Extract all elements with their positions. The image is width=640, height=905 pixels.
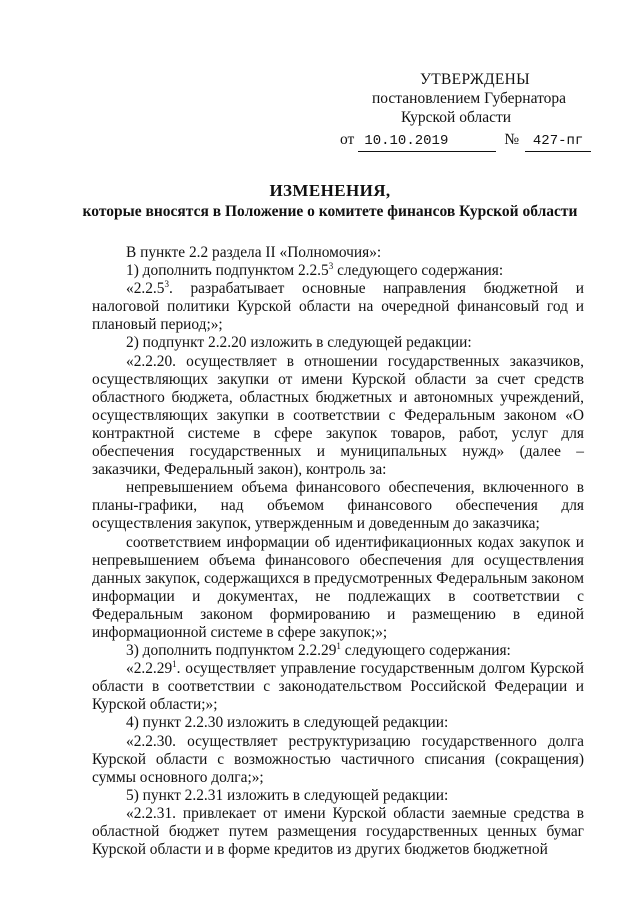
paragraph: соответствием информации об идентификационных кодах закупок и непревышением объема финансового обеспечения для осуществления данных закупок, содержащихся в предусмотренных Федеральным законом информации и документах, не подлежащих в соответствии с Федеральным законом формированию и размещению в единой информационной системе в сфере закупок;»;: [92, 533, 584, 641]
superscript: 1: [336, 641, 341, 652]
paragraph: [92, 280, 584, 334]
approval-number: 427-пг: [525, 132, 591, 152]
text-run: . осуществляет управление государственным долгом Курской области в соответствии с законодательством Российской Федерации и Курской области;»;: [92, 660, 584, 714]
document-heading: [60, 180, 600, 222]
text-run: следующего содержания:: [333, 262, 504, 280]
document-title: ИЗМЕНЕНИЯ,: [269, 181, 391, 200]
superscript: 1: [172, 659, 177, 670]
superscript: 3: [164, 279, 169, 290]
approval-decree: постановлением Губернатора: [372, 90, 567, 107]
approval-date-number-row: [340, 130, 600, 152]
paragraph: 2) подпункт 2.2.20 изложить в следующей редакции:: [126, 334, 472, 352]
document-body: [92, 244, 584, 859]
paragraph: непревышением объема финансового обеспечения, включенного в планы-графики, над объемом финансового обеспечения для осуществления закупок, утвержденным и доведенным до заказчика;: [92, 479, 584, 533]
approval-date: 10.10.2019: [358, 132, 496, 152]
approval-stamp: [340, 70, 600, 152]
paragraph: [92, 642, 584, 660]
text-run: . разрабатывает основные направления бюджетной и налоговой политики Курской области на очередной финансовый год и плановый период;»;: [92, 280, 584, 334]
paragraph: 4) пункт 2.2.30 изложить в следующей редакции:: [126, 714, 449, 732]
number-prefix: №: [504, 131, 520, 148]
paragraph: [92, 262, 584, 280]
paragraph: [92, 660, 584, 714]
text-run: 1) дополнить подпунктом 2.2.5: [126, 262, 329, 280]
paragraph: В пункте 2.2 раздела II «Полномочия»:: [126, 244, 382, 261]
paragraph: «2.2.31. привлекает от имени Курской области заемные средства в областной бюджет путем размещения государственных ценных бумаг Курской области и в форме кредитов из других бюджетов бюджетной: [92, 804, 584, 859]
paragraph: «2.2.30. осуществляет реструктуризацию государственного долга Курской области с возможностью частичного списания (сокращения) суммы основного долга;»;: [92, 732, 584, 786]
text-run: «2.2.5: [126, 280, 165, 298]
superscript: 3: [328, 261, 334, 272]
paragraph: 5) пункт 2.2.31 изложить в следующей редакции:: [126, 786, 449, 804]
date-prefix: от: [340, 131, 355, 148]
text-run: «2.2.29: [126, 660, 173, 678]
text-run: следующего содержания:: [340, 642, 511, 660]
approval-region: Курской области: [401, 109, 512, 126]
document-subtitle: которые вносятся в Положение о комитете финансов Курской области: [82, 203, 578, 220]
approval-title: УТВЕРЖДЕНЫ: [420, 71, 530, 88]
text-run: 3) дополнить подпунктом 2.2.29: [126, 642, 337, 660]
paragraph: «2.2.20. осуществляет в отношении государственных заказчиков, осуществляющих закупки от имени Курской области за счет средств областного бюджета, областных бюджетных и автономных учреждений, осуществляющих закупки в соответствии с Федеральным законом «О контрактной системе в сфере закупок товаров, работ, услуг для обеспечения государственных и муниципальных нужд» (далее – заказчики, Федеральный закон), контроль за:: [92, 352, 584, 479]
